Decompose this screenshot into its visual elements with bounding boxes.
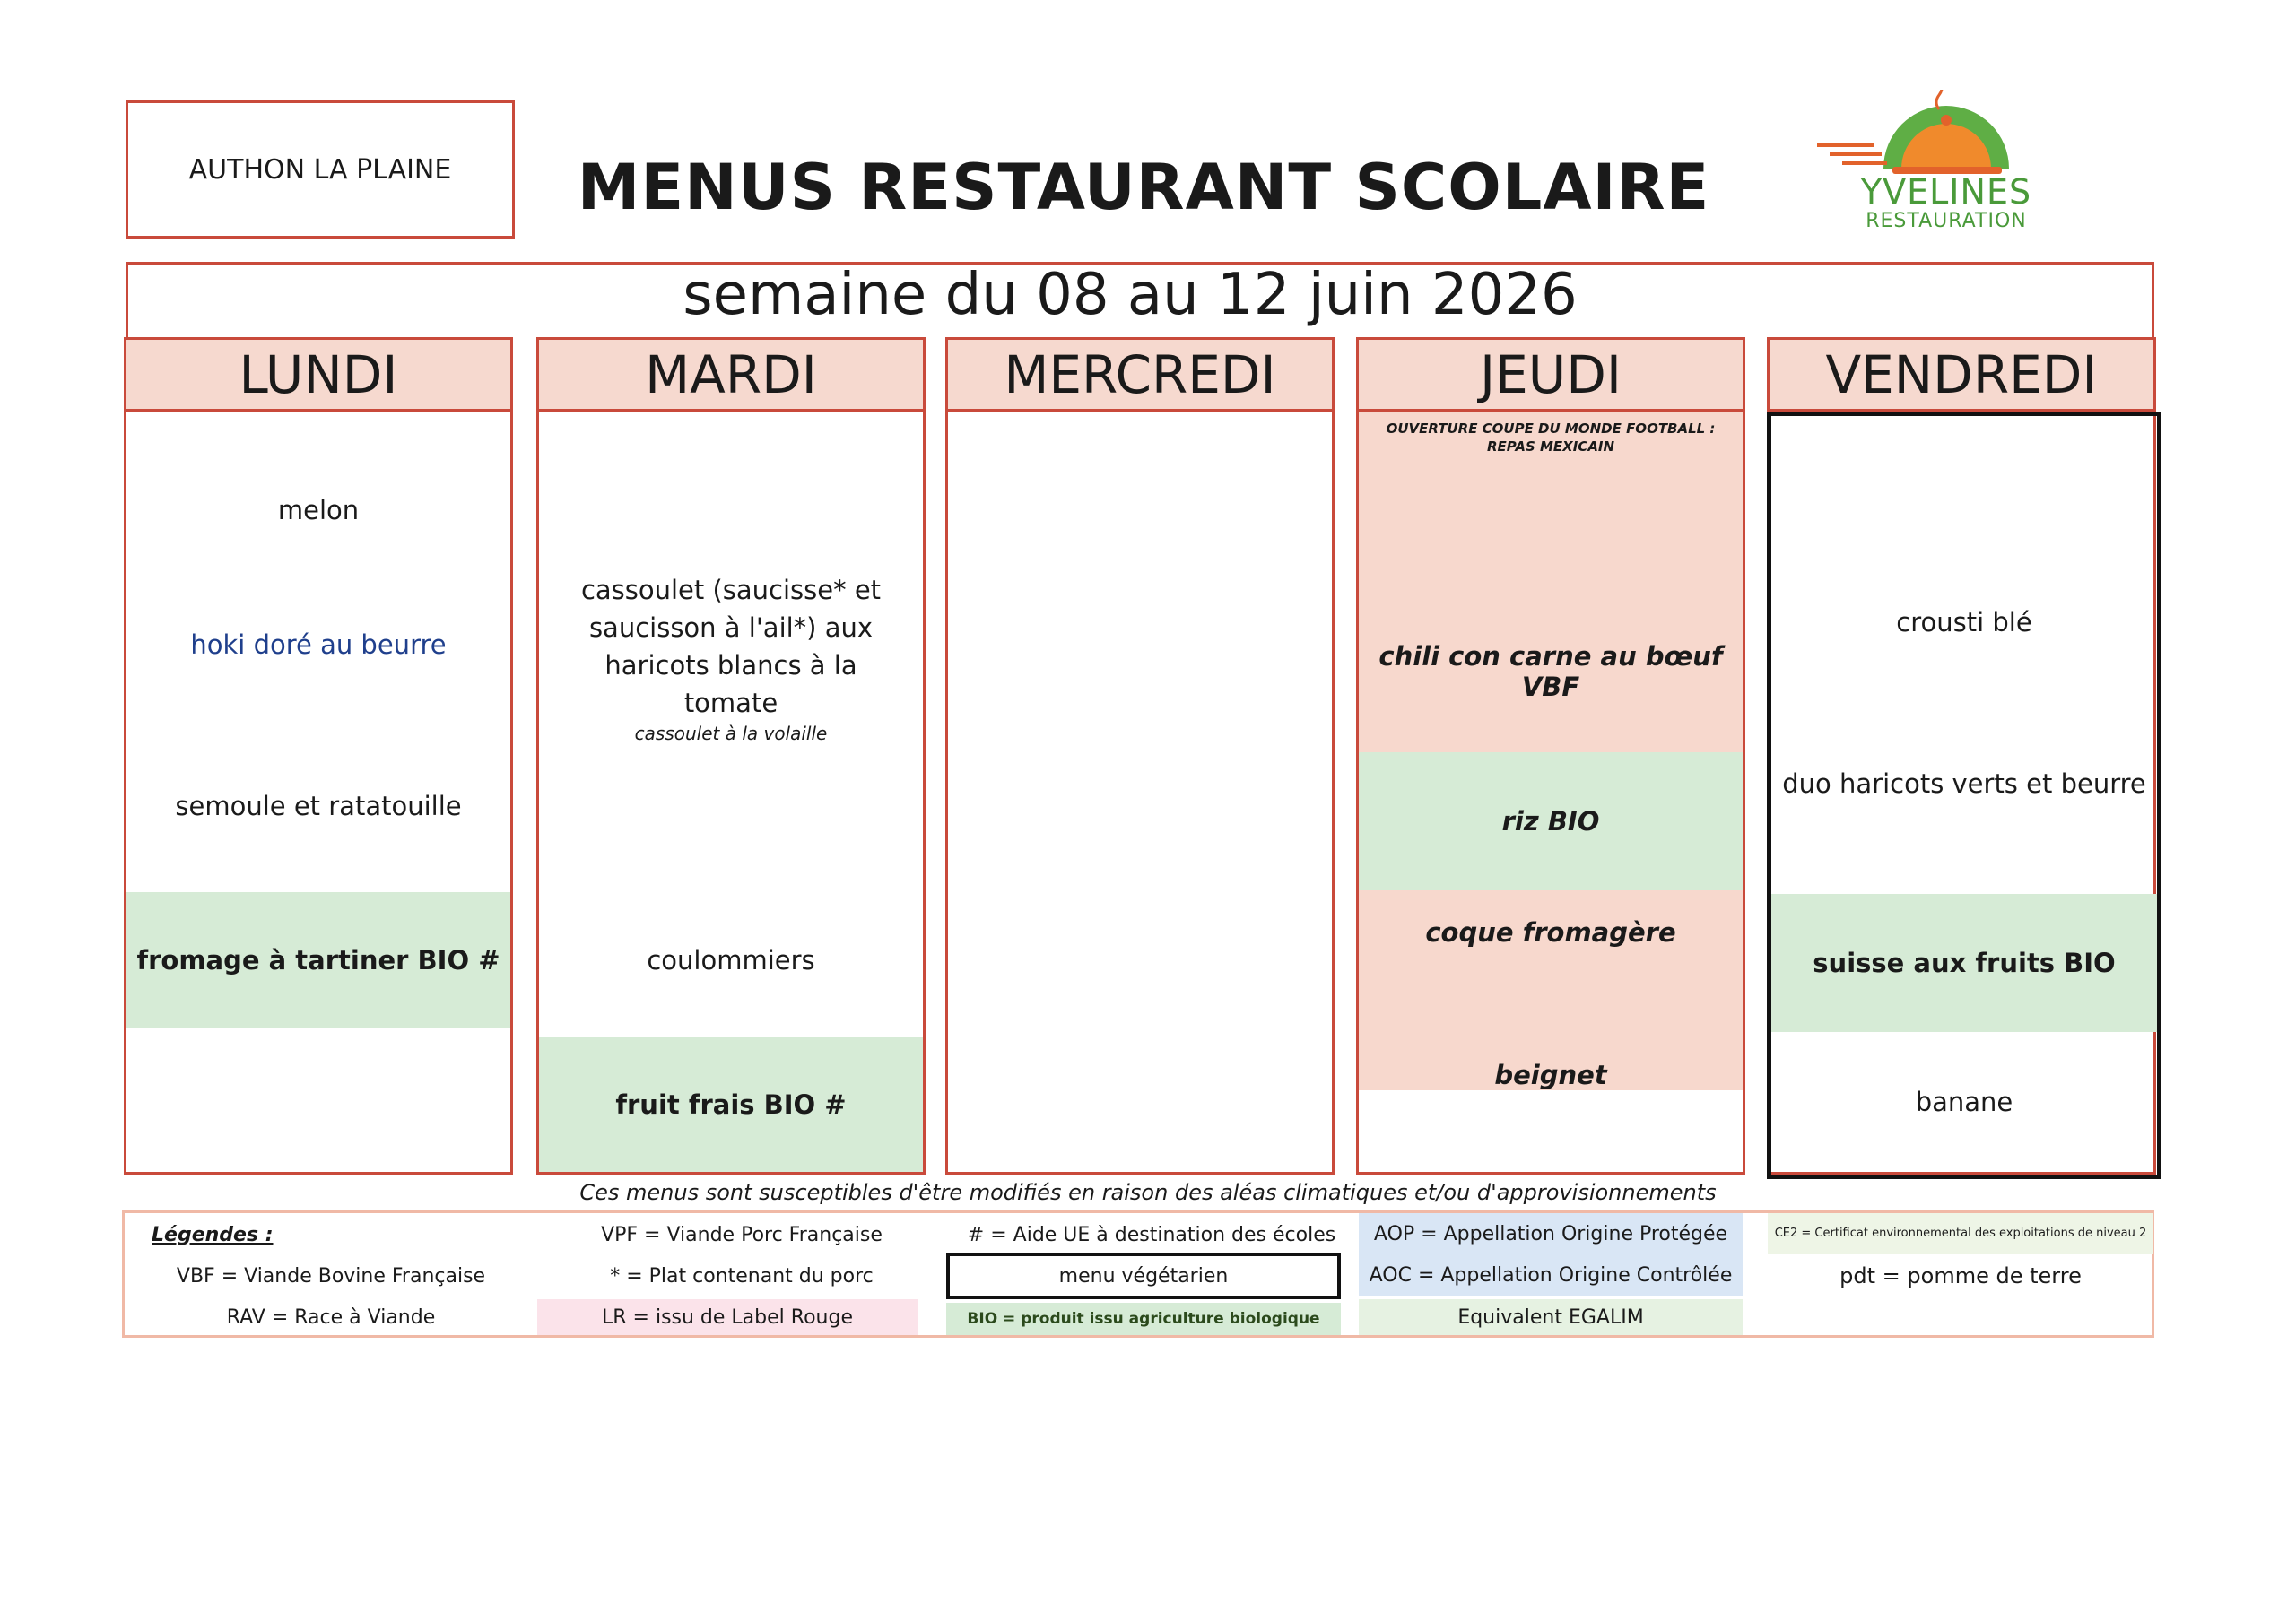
menu-main-block	[539, 575, 923, 744]
legend-aoc: AOC = Appellation Origine Contrôlée	[1359, 1254, 1743, 1296]
vegetarian-frame	[1767, 412, 2161, 1179]
menu-dessert: fruit frais BIO #	[539, 1037, 923, 1172]
disclaimer-note: Ces menus sont susceptibles d'être modifiés en raison des aléas climatiques et/ou d'approvisionnements	[579, 1180, 1717, 1205]
legend-rav: RAV = Race à Viande	[226, 1305, 436, 1329]
legend-ce2: CE2 = Certificat environnemental des exploitations de niveau 2	[1768, 1213, 2153, 1254]
legend-bio: BIO = produit issu agriculture biologique	[946, 1303, 1341, 1335]
day-header-lundi: LUNDI	[126, 340, 510, 412]
legend-box	[122, 1210, 2154, 1338]
menu-dairy: coque fromagère	[1425, 917, 1676, 948]
legend-egalim: Equivalent EGALIM	[1359, 1299, 1743, 1335]
page-title: MENUS RESTAURANT SCOLAIRE	[577, 151, 1710, 224]
menu-starter: melon	[277, 495, 360, 525]
commune-box	[126, 100, 515, 239]
menu-main: hoki doré au beurre	[190, 629, 447, 660]
logo-brand-line2: RESTAURATION	[1866, 210, 2027, 232]
day-header-mardi: MARDI	[539, 340, 923, 412]
menu-main: chili con carne au bœuf VBF	[1378, 641, 1723, 702]
commune-name: AUTHON LA PLAINE	[188, 153, 452, 186]
day-column-mardi	[536, 337, 926, 1175]
week-title: semaine du 08 au 12 juin 2026	[683, 262, 1578, 328]
legend-ue: # = Aide UE à destination des écoles	[967, 1223, 1336, 1246]
day-header-mercredi: MERCREDI	[948, 340, 1332, 412]
menu-dairy: coulommiers	[647, 945, 815, 976]
day-column-lundi	[124, 337, 513, 1175]
mexican-background	[1359, 412, 1743, 1090]
menu-dairy: fromage à tartiner BIO #	[126, 892, 510, 1028]
menu-main: cassoulet (saucisse* et saucisson à l'ail*) aux haricots blancs à la tomate	[580, 575, 882, 718]
menu-main: crousti blé	[1896, 607, 2032, 638]
menu-dessert: beignet	[1494, 1060, 1607, 1090]
day-header-jeudi: JEUDI	[1359, 340, 1743, 412]
legend-pdt: pdt = pomme de terre	[1839, 1263, 2082, 1288]
yvelines-restauration-logo	[1812, 90, 2063, 242]
day-column-jeudi	[1356, 337, 1745, 1175]
menu-theme-note: OUVERTURE COUPE DU MONDE FOOTBALL : REPAS MEXICAIN	[1386, 421, 1716, 455]
legend-aop: AOP = Appellation Origine Protégée	[1359, 1213, 1743, 1254]
menu-dairy: suisse aux fruits BIO	[1771, 894, 2157, 1032]
menu-side: duo haricots verts et beurre	[1782, 768, 2146, 799]
day-column-vendredi	[1767, 337, 2156, 1175]
legend-lr: LR = issu de Label Rouge	[537, 1299, 918, 1335]
menu-main-alternative: cassoulet à la volaille	[634, 723, 828, 744]
logo-brand-line1: YVELINES	[1860, 172, 2032, 212]
cloche-logo-icon	[1812, 90, 2063, 179]
menu-dessert: banane	[1915, 1087, 2013, 1117]
legend-vpf: VPF = Viande Porc Française	[601, 1223, 883, 1246]
menu-side: riz BIO	[1359, 752, 1743, 890]
day-header-vendredi: VENDREDI	[1770, 340, 2153, 412]
legend-vbf: VBF = Viande Bovine Française	[176, 1264, 486, 1288]
legend-porc: * = Plat contenant du porc	[610, 1264, 874, 1288]
legend-title: Légendes :	[152, 1223, 274, 1246]
menu-side: semoule et ratatouille	[175, 791, 462, 821]
legend-vegetarian: menu végétarien	[946, 1253, 1341, 1299]
day-column-mercredi	[945, 337, 1335, 1175]
